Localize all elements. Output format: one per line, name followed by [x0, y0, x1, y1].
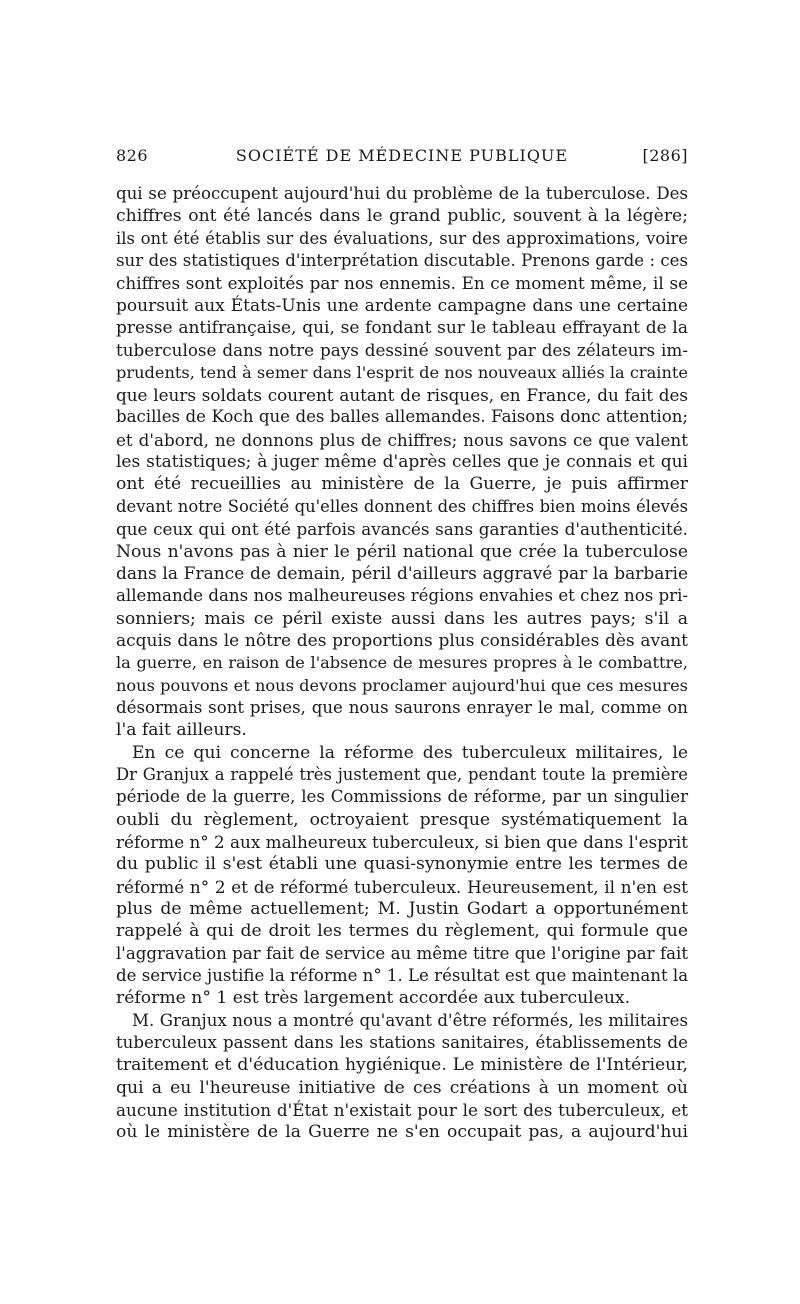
text-line: la guerre, en raison de l'absence de mesures propres à le combattre, — [116, 653, 688, 673]
text-line: prudents, tend à semer dans l'esprit de nos nouveaux alliés la crainte — [116, 362, 688, 382]
text-line: devant notre Société qu'elles donnent des chiffres bien moins élevés — [116, 496, 688, 516]
text-line: réforme n° 2 aux malheureux tuberculeux, si bien que dans l'esprit — [116, 831, 688, 852]
text-line: qui se préoccupent aujourd'hui du problème de la tuberculose. Des — [116, 184, 688, 203]
text-line: et d'abord, ne donnons plus de chiffres; nous savons ce que valent — [116, 429, 688, 450]
text-line: bacilles de Koch que des balles allemandes. Faisons donc attention; — [116, 407, 688, 427]
text-line: sonniers; mais ce péril existe aussi dans les autres pays; s'il a — [116, 608, 688, 629]
text-line: tuberculeux passent dans les stations sanitaires, établissements de — [116, 1033, 688, 1053]
text-line: désormais sont prises, que nous saurons enrayer le mal, comme on — [116, 697, 688, 717]
text-line: ont été recueillies au ministère de la Guerre, je puis affirmer — [116, 474, 688, 495]
paragraph-end-line: l'a fait ailleurs. — [116, 720, 247, 741]
text-line: que ceux qui ont été parfois avancés sans garanties d'authenticité. — [116, 519, 688, 540]
text-line: chiffres ont été lancés dans le grand public, souvent à la légère; — [116, 206, 688, 227]
paragraph-end-line: réforme n° 1 est très largement accordée aux tuberculeux. — [116, 988, 631, 1009]
text-line: du public il s'est établi une quasi-synonymie entre les termes de — [116, 854, 688, 875]
text-line: aucune institution d'État n'existait pour le sort des tuberculeux, et — [116, 1100, 688, 1121]
text-line: dans la France de demain, péril d'ailleurs aggravé par la barbarie — [116, 563, 688, 584]
text-line: presse antifrançaise, qui, se fondant sur le tableau effrayant de la — [116, 318, 688, 339]
running-title: SOCIÉTÉ DE MÉDECINE PUBLIQUE — [235, 146, 569, 165]
text-line: oubli du règlement, octroyaient presque systématiquement la — [116, 809, 688, 830]
text-line: nous pouvons et nous devons proclamer aujourd'hui que ces mesures — [116, 675, 688, 695]
body-text — [116, 183, 688, 1144]
text-line: Dr Granjux a rappelé très justement que, pendant toute la première — [116, 764, 688, 784]
text-line: sur des statistiques d'interprétation discutable. Prenons garde : ces — [116, 251, 688, 271]
text-line: plus de même actuellement; M. Justin Godart a opportunément — [116, 899, 688, 919]
text-line: tuberculose dans notre pays dessiné souvent par des zélateurs im- — [116, 340, 688, 361]
section-number: [286] — [642, 146, 688, 165]
running-head — [116, 146, 688, 170]
text-line: que leurs soldats courent autant de risques, en France, du fait des — [116, 385, 688, 406]
paragraph-start-line: En ce qui concerne la réforme des tuberculeux militaires, le — [132, 742, 688, 763]
text-line: chiffres sont exploités par nos ennemis. En ce moment même, il se — [116, 273, 688, 294]
text-line: poursuit aux États-Unis une ardente campagne dans une certaine — [116, 295, 688, 316]
text-line: où le ministère de la Guerre ne s'en occupait pas, a aujourd'hui — [116, 1122, 688, 1143]
text-line: allemande dans nos malheureuses régions envahies et chez nos pri- — [116, 586, 688, 606]
text-line: Nous n'avons pas à nier le péril national que crée la tuberculose — [116, 541, 688, 562]
text-line: ils ont été établis sur des évaluations, sur des approximations, voire — [116, 228, 688, 248]
text-line: réformé n° 2 et de réformé tuberculeux. Heureusement, il n'en est — [116, 876, 688, 897]
text-line: de service justifie la réforme n° 1. Le résultat est que maintenant la — [116, 966, 689, 986]
text-line: période de la guerre, les Commissions de réforme, par un singulier — [116, 787, 688, 807]
text-line: acquis dans le nôtre des proportions plus considérables dès avant — [116, 630, 688, 651]
text-line: les statistiques; à juger même d'après celles que je connais et qui — [116, 452, 688, 473]
text-line: rappelé à qui de droit les termes du règlement, qui formule que — [116, 921, 688, 942]
paragraph-start-line: M. Granjux nous a montré qu'avant d'être réformés, les militaires — [132, 1010, 688, 1030]
text-line: qui a eu l'heureuse initiative de ces créations à un moment où — [116, 1077, 688, 1098]
page-number: 826 — [116, 146, 149, 165]
text-line: l'aggravation par fait de service au même titre que l'origine par fait — [116, 943, 688, 963]
text-line: traitement et d'éducation hygiénique. Le ministère de l'Intérieur, — [116, 1055, 688, 1076]
